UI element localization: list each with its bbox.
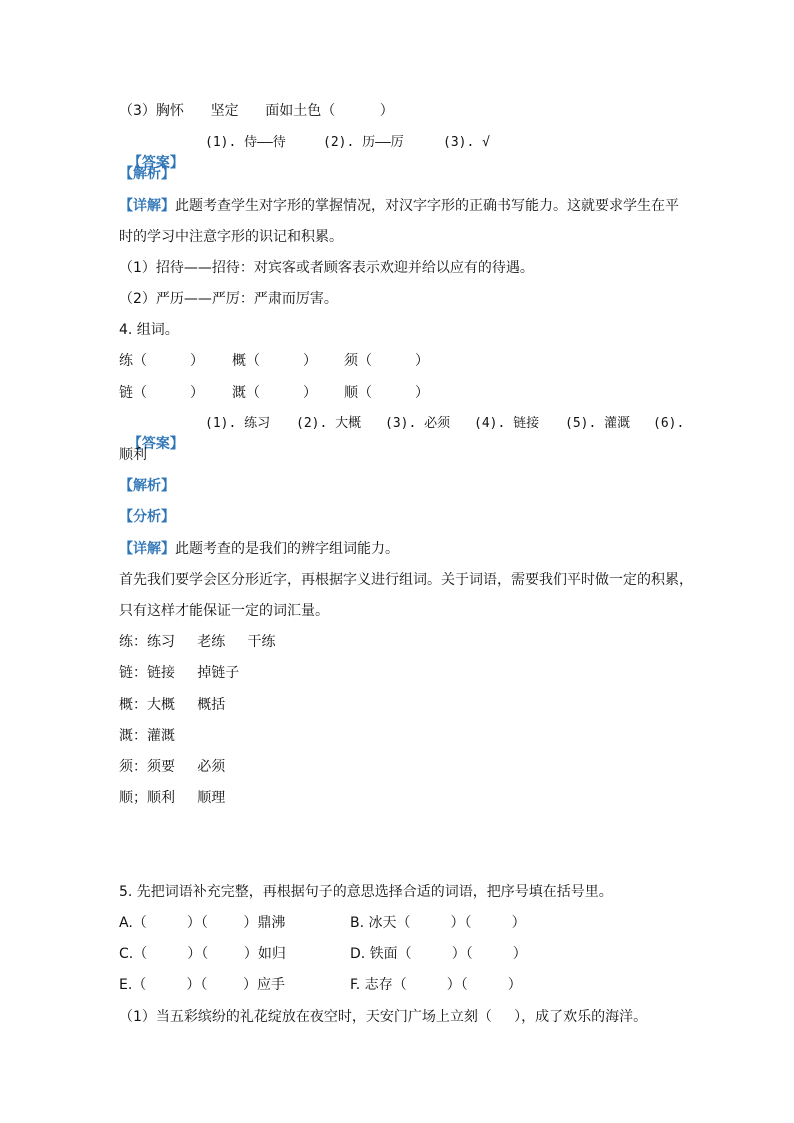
q4-r2-c2-close: ） (303, 385, 317, 401)
detail-label: 【详解】 (119, 198, 175, 214)
q4-word-row-5: 须：须要 必须 (119, 759, 226, 775)
q3-detail-line-2: 时的学习中注意字形的识记和积累。 (119, 229, 343, 245)
q4-answer-6: (6). (653, 416, 685, 431)
q3-answer-line (119, 133, 184, 171)
q4-r1-c1: 练（ (119, 353, 147, 369)
q4-word-row-6: 顺；顺利 顺理 (119, 790, 226, 806)
q4-r2-c3: 顺（ (344, 385, 372, 401)
q5-row-e: E.（ ）（ ）应手 (119, 977, 285, 993)
q5-row-f: F. 志存（ ）（ ） (350, 977, 522, 993)
q4-r2-c3-close: ） (415, 385, 429, 401)
q4-detail-text: 此题考查的是我们的辨字组词能力。 (175, 541, 399, 557)
q4-para-line-1: 首先我们要学会区分形近字，再根据字义进行组词。关于词语，需要我们平时做一定的积累， (119, 572, 693, 588)
q4-word-row-4: 溉：灌溉 (119, 728, 175, 744)
q3-answer-2: (2). 历——厉 (323, 135, 404, 150)
q3-note-2: （2）严历——严厉：严肃而厉害。 (119, 291, 338, 307)
q4-r1-c2: 概（ (232, 353, 260, 369)
q4-word-row-3: 概：大概 概括 (119, 697, 226, 713)
q4-answer-3: (3). 必须 (385, 416, 451, 431)
detail-label: 【详解】 (119, 541, 175, 557)
q5-title: 5. 先把词语补充完整，再根据句子的意思选择合适的词语，把序号填在括号里。 (119, 884, 613, 900)
q3-detail-line-1 (119, 196, 679, 216)
q3-item-3: （3）胸怀 坚定 面如土色（ ） (119, 103, 394, 119)
q4-r2-c2: 溉（ (232, 385, 260, 401)
q4-r2-c1: 链（ (119, 385, 147, 401)
q4-title: 4. 组词。 (119, 322, 179, 338)
q4-answer-4: (4). 链接 (474, 416, 540, 431)
q3-answer-1: (1). 侍——待 (205, 135, 286, 150)
q4-answer-1: (1). 练习 (205, 416, 271, 431)
q5-row-c: C.（ ）（ ）如归 (119, 946, 286, 962)
jiexi-label: 【解析】 (119, 478, 175, 494)
q5-row-b: B. 冰天（ ）（ ） (350, 915, 526, 931)
q4-r1-c2-close: ） (303, 353, 317, 369)
q4-detail-line (119, 539, 399, 559)
q4-word-row-2: 链：链接 掉链子 (119, 665, 240, 681)
q4-r1-c3-close: ） (415, 353, 429, 369)
q4-answer-5: (5). 灌溉 (565, 416, 631, 431)
fenxi-label: 【分析】 (119, 509, 175, 525)
q4-para-line-2: 只有这样才能保证一定的词汇量。 (119, 603, 329, 619)
q4-word-row-1: 练：练习 老练 干练 (119, 634, 276, 650)
answer-label: 【答案】 (127, 155, 184, 171)
answer-label: 【答案】 (127, 436, 184, 452)
q4-r1-c1-close: ） (190, 353, 204, 369)
q3-note-1: （1）招待——招待：对宾客或者顾客表示欢迎并给以应有的待遇。 (119, 260, 534, 276)
q3-detail-text: 此题考查学生对字形的掌握情况，对汉字字形的正确书写能力。这就要求学生在平 (175, 198, 679, 214)
q4-r2-c1-close: ） (190, 385, 204, 401)
q4-r1-c3: 须（ (344, 353, 372, 369)
q5-row-a: A.（ ）（ ）鼎沸 (119, 915, 286, 931)
q4-answer-2: (2). 大概 (296, 416, 362, 431)
q5-row-d: D. 铁面（ ）（ ） (350, 946, 527, 962)
jiexi-label: 【解析】 (119, 166, 175, 182)
q5-sentence-1: （1）当五彩缤纷的礼花绽放在夜空时，天安门广场上立刻（ ），成了欢乐的海洋。 (119, 1009, 648, 1025)
q4-answer-line (119, 414, 184, 452)
q3-answer-3: (3). √ (443, 135, 490, 150)
q4-answer-wrap: 顺利 (119, 447, 147, 463)
